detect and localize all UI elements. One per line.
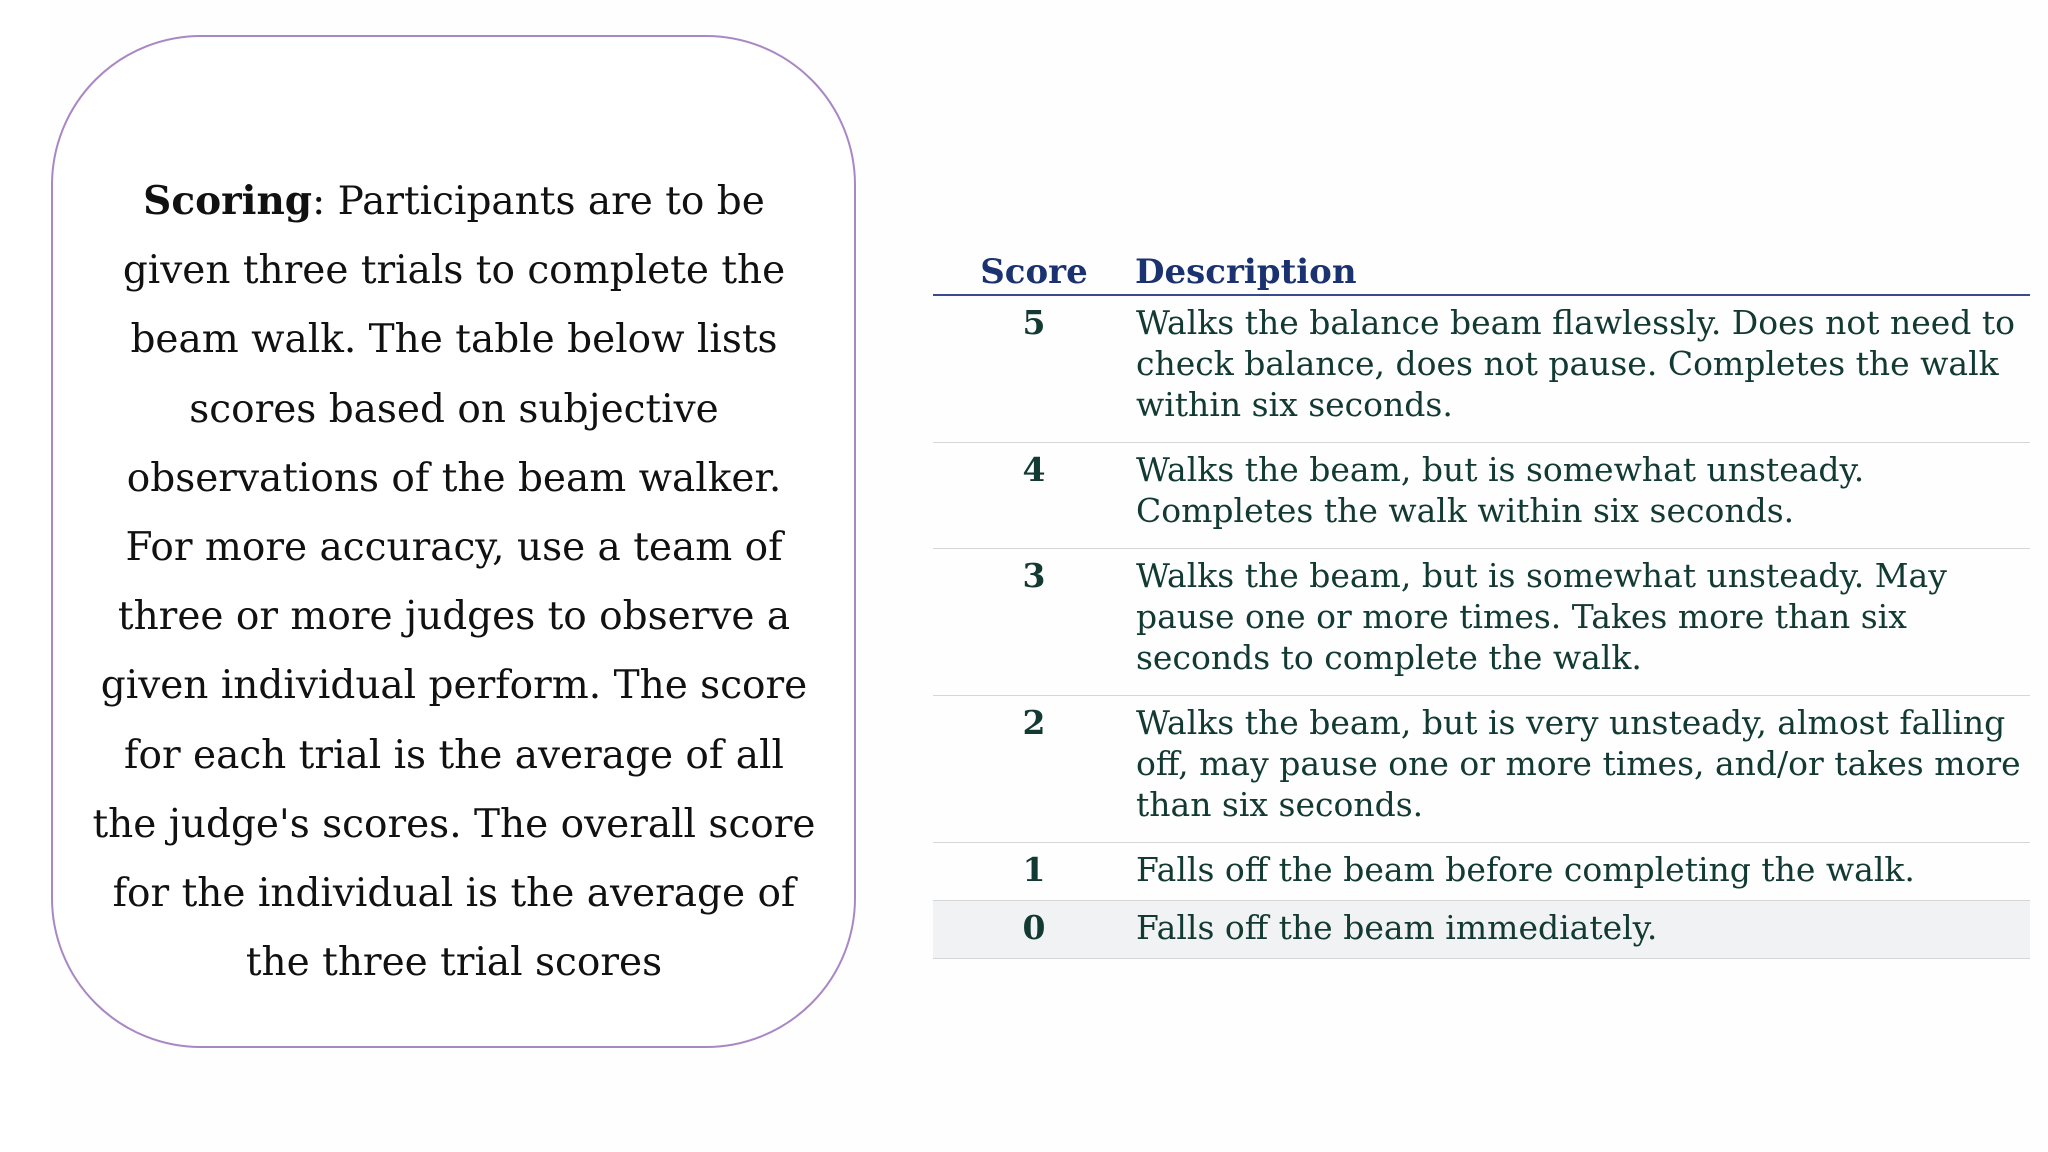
- score-cell: 2: [933, 696, 1135, 843]
- score-column-header: Score: [933, 238, 1135, 295]
- scoring-description: : Participants are to be given three trials to complete the beam walk. The table below lists scores based on subjective observations of the beam walker. For more accuracy, use a team of three or more judges to observe a given individual perform. The score for each trial is the average of all the judge's scores. The overall score for the individual is the average of the three trial scores: [92, 179, 816, 986]
- score-cell: 0: [933, 901, 1135, 959]
- description-cell: Walks the balance beam flawlessly. Does not need to check balance, does not pause. Completes the walk within six seconds.: [1135, 295, 2030, 443]
- description-cell: Walks the beam, but is somewhat unsteady. May pause one or more times. Takes more than six seconds to complete the walk.: [1135, 549, 2030, 696]
- score-cell: 5: [933, 295, 1135, 443]
- score-table: [933, 238, 2030, 959]
- table-header-row: [933, 238, 2030, 295]
- table-row: [933, 901, 2030, 959]
- score-cell: 4: [933, 443, 1135, 549]
- scoring-label: Scoring: [143, 178, 313, 224]
- description-cell: Walks the beam, but is somewhat unsteady. Completes the walk within six seconds.: [1135, 443, 2030, 549]
- table-row: [933, 843, 2030, 901]
- table-row: [933, 696, 2030, 843]
- description-cell: Walks the beam, but is very unsteady, almost falling off, may pause one or more times, and/or takes more than six seconds.: [1135, 696, 2030, 843]
- score-cell: 1: [933, 843, 1135, 901]
- description-cell: Falls off the beam before completing the walk.: [1135, 843, 2030, 901]
- description-column-header: Description: [1135, 238, 2030, 295]
- score-cell: 3: [933, 549, 1135, 696]
- scoring-paragraph: [90, 167, 818, 997]
- table-row: [933, 443, 2030, 549]
- table-row: [933, 549, 2030, 696]
- description-cell: Falls off the beam immediately.: [1135, 901, 2030, 959]
- table-row: [933, 295, 2030, 443]
